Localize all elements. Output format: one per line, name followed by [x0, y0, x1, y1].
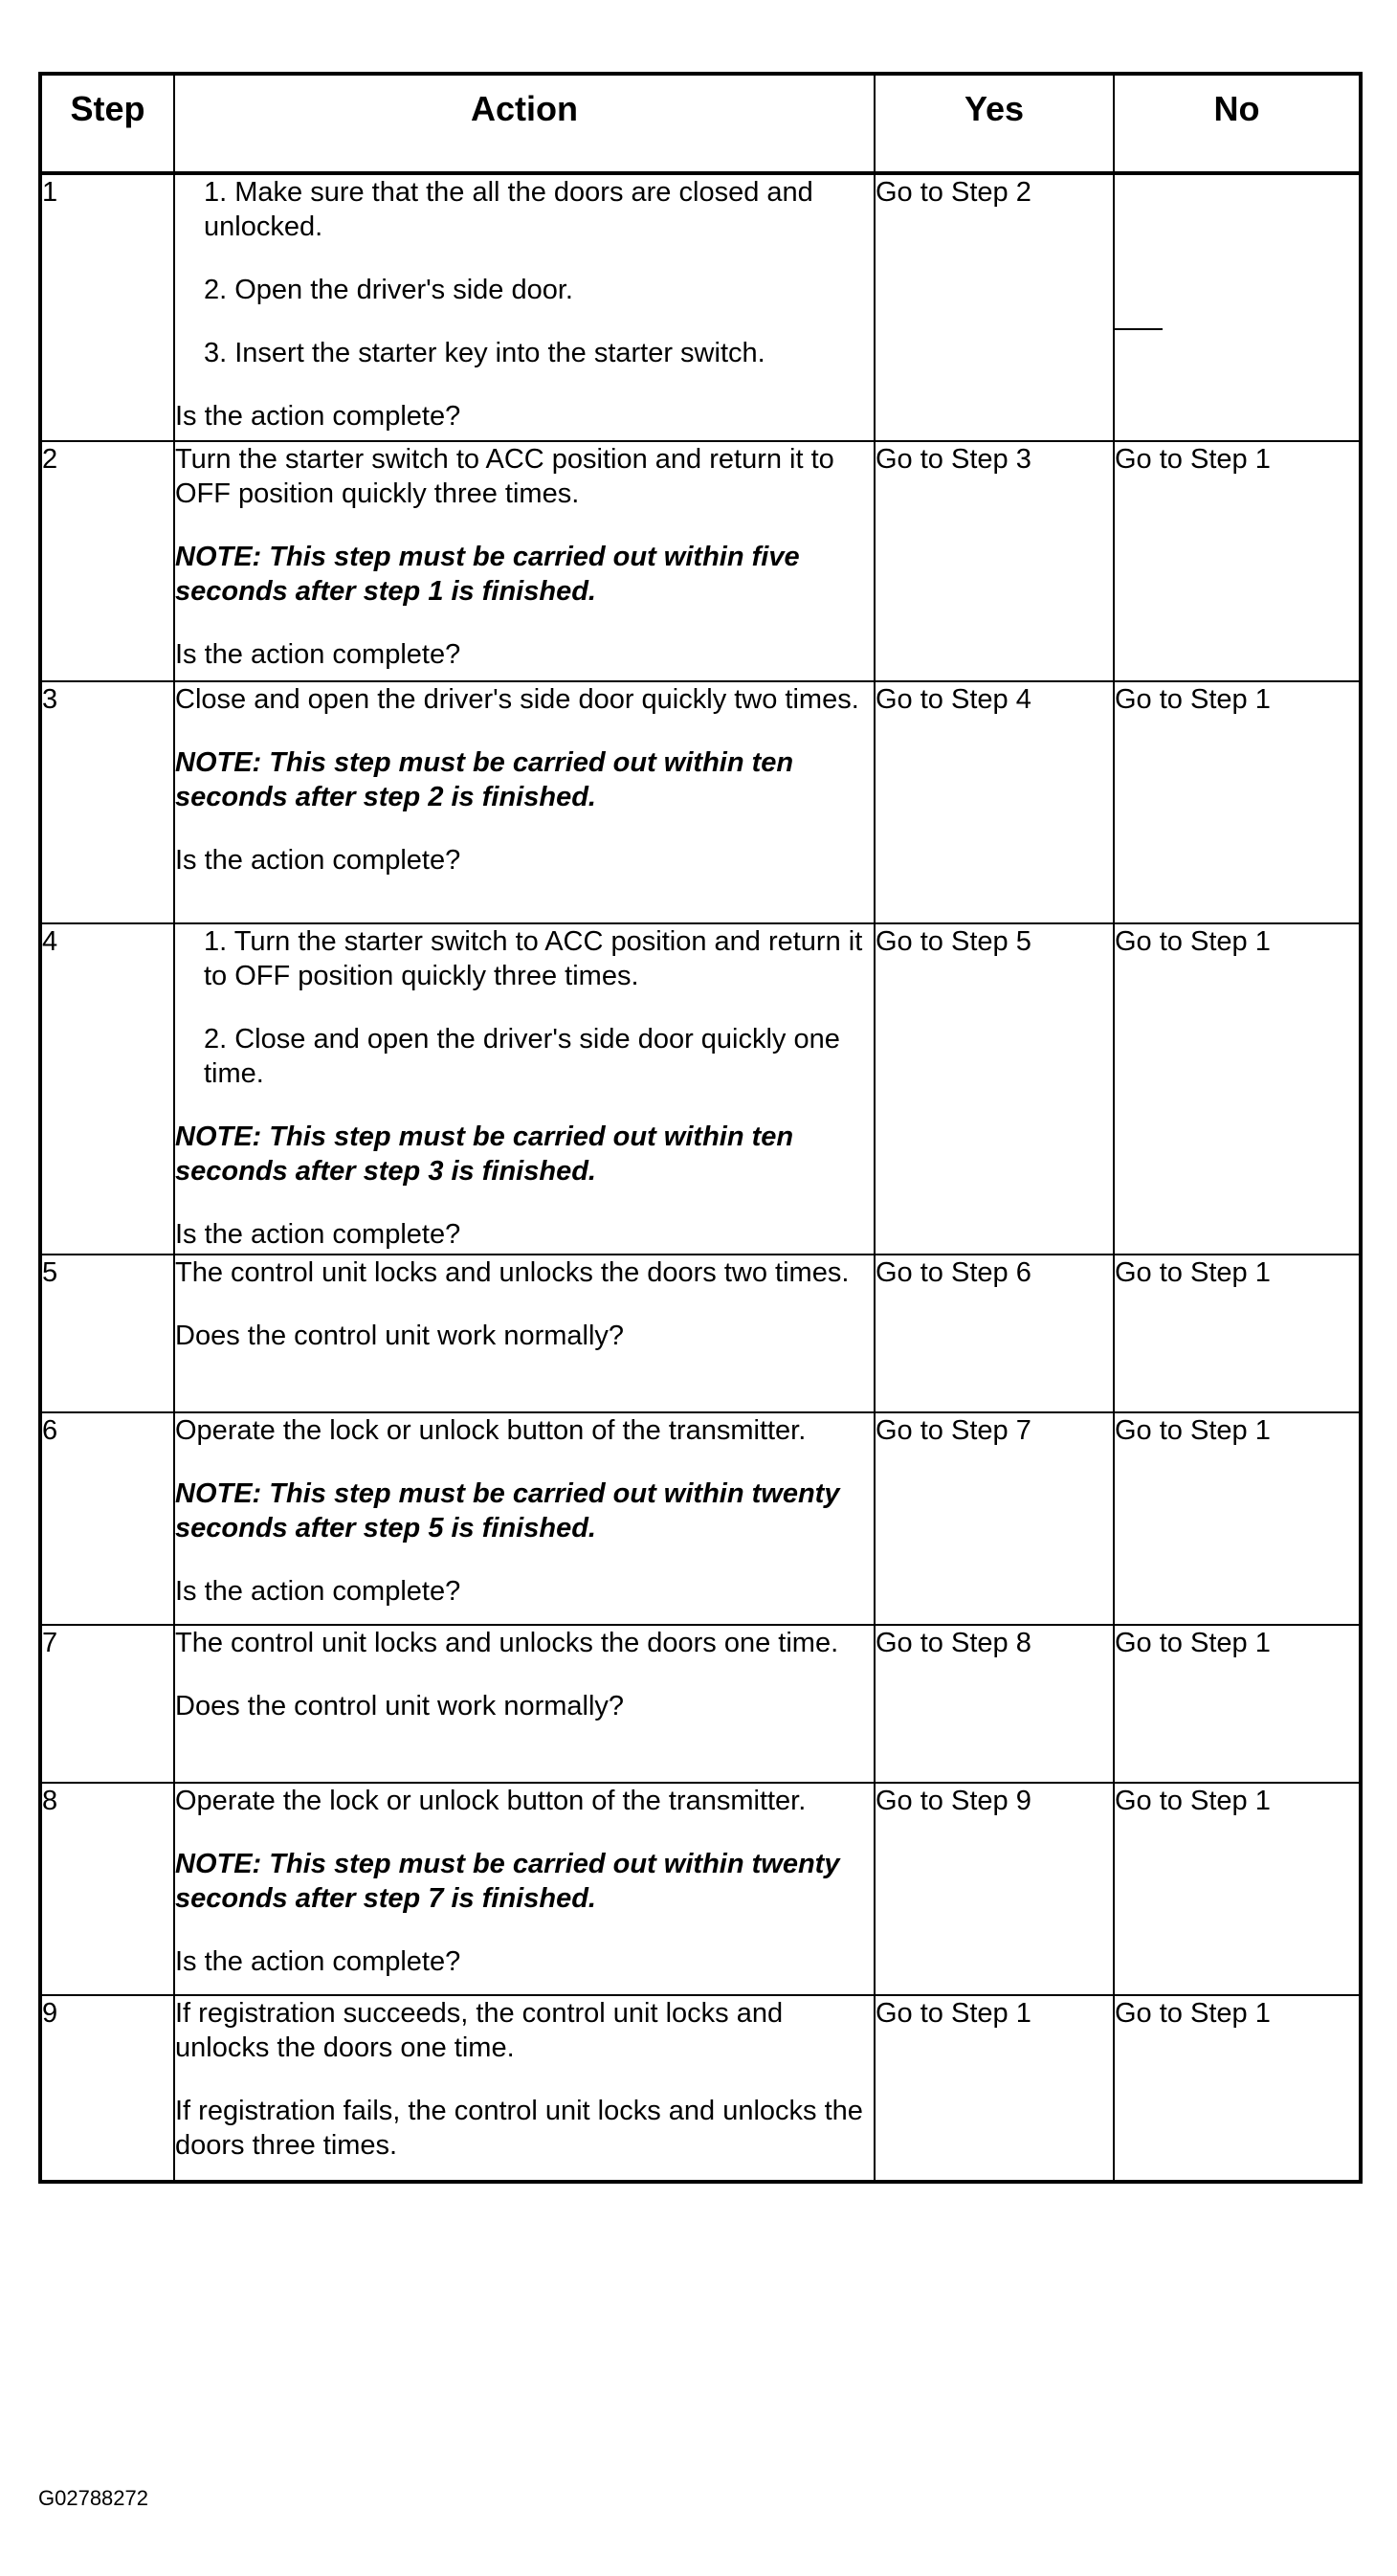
action-text: If registration succeeds, the control unit locks and unlocks the doors one time. [175, 1998, 784, 2063]
table-row [40, 1412, 1361, 1625]
note-text: NOTE: This step must be carried out within ten seconds after step 2 is finished. [175, 747, 794, 812]
table-row [40, 173, 1361, 441]
action-cell [174, 1255, 875, 1412]
no-result: Go to Step 1 [1114, 923, 1361, 1255]
no-result: Go to Step 1 [1114, 1412, 1361, 1625]
action-cell [174, 441, 875, 681]
note-text: NOTE: This step must be carried out within twenty seconds after step 7 is finished. [175, 1849, 840, 1914]
header-step: Step [40, 74, 174, 173]
step-number: 7 [40, 1625, 174, 1783]
action-text: Is the action complete? [175, 639, 461, 670]
table-row [40, 1995, 1361, 2182]
table-row [40, 1625, 1361, 1783]
no-result: Go to Step 1 [1114, 1995, 1361, 2182]
action-text: Is the action complete? [175, 845, 461, 876]
procedure-table [38, 72, 1363, 2184]
no-result: Go to Step 1 [1114, 681, 1361, 923]
action-text: 1. Make sure that the all the doors are closed and unlocked. [204, 177, 813, 242]
action-text: 1. Turn the starter switch to ACC position and return it to OFF position quickly three times. [204, 926, 863, 991]
note-text: NOTE: This step must be carried out within twenty seconds after step 5 is finished. [175, 1478, 840, 1543]
action-cell [174, 923, 875, 1255]
yes-result: Go to Step 7 [875, 1412, 1114, 1625]
action-text: Turn the starter switch to ACC position and return it to OFF position quickly three times. [175, 444, 834, 509]
step-number: 5 [40, 1255, 174, 1412]
step-number: 4 [40, 923, 174, 1255]
table-header [40, 74, 1361, 173]
action-text: Does the control unit work normally? [175, 1691, 625, 1721]
step-number: 8 [40, 1783, 174, 1995]
action-text: The control unit locks and unlocks the doors two times. [175, 1257, 850, 1288]
dash-line [1115, 328, 1163, 330]
table-body [40, 173, 1361, 2182]
yes-result: Go to Step 8 [875, 1625, 1114, 1783]
table-row [40, 923, 1361, 1255]
table-row [40, 1783, 1361, 1995]
action-text: 2. Close and open the driver's side door quickly one time. [204, 1024, 840, 1089]
table-row [40, 681, 1361, 923]
yes-result: Go to Step 4 [875, 681, 1114, 923]
action-text: 2. Open the driver's side door. [204, 275, 573, 305]
note-text: NOTE: This step must be carried out within ten seconds after step 3 is finished. [175, 1121, 794, 1187]
action-text: Is the action complete? [175, 1219, 461, 1250]
table-row [40, 441, 1361, 681]
header-no: No [1114, 74, 1361, 173]
note-text: NOTE: This step must be carried out within five seconds after step 1 is finished. [175, 542, 800, 607]
no-result: Go to Step 1 [1114, 1625, 1361, 1783]
no-result: Go to Step 1 [1114, 1255, 1361, 1412]
table-row [40, 1255, 1361, 1412]
step-number: 2 [40, 441, 174, 681]
yes-result: Go to Step 3 [875, 441, 1114, 681]
header-yes: Yes [875, 74, 1114, 173]
action-text: Operate the lock or unlock button of the transmitter. [175, 1415, 807, 1446]
action-text: Is the action complete? [175, 1946, 461, 1977]
action-text: Is the action complete? [175, 1576, 461, 1607]
action-text: If registration fails, the control unit locks and unlocks the doors three times. [175, 2096, 863, 2161]
step-number: 1 [40, 173, 174, 441]
no-result-empty [1114, 173, 1361, 441]
action-cell [174, 173, 875, 441]
action-text: Close and open the driver's side door quickly two times. [175, 684, 859, 715]
no-result: Go to Step 1 [1114, 441, 1361, 681]
action-text: Does the control unit work normally? [175, 1321, 625, 1351]
yes-result: Go to Step 6 [875, 1255, 1114, 1412]
yes-result: Go to Step 1 [875, 1995, 1114, 2182]
step-number: 3 [40, 681, 174, 923]
step-number: 9 [40, 1995, 174, 2182]
action-text: The control unit locks and unlocks the doors one time. [175, 1628, 839, 1658]
action-text: 3. Insert the starter key into the starter switch. [204, 338, 765, 368]
yes-result: Go to Step 5 [875, 923, 1114, 1255]
step-number: 6 [40, 1412, 174, 1625]
action-cell [174, 1412, 875, 1625]
action-cell [174, 1995, 875, 2182]
yes-result: Go to Step 2 [875, 173, 1114, 441]
procedure-document [38, 72, 1359, 2184]
figure-id: G02788272 [38, 2486, 148, 2510]
action-cell [174, 681, 875, 923]
action-text: Is the action complete? [175, 401, 461, 432]
action-cell [174, 1783, 875, 1995]
yes-result: Go to Step 9 [875, 1783, 1114, 1995]
header-row [40, 74, 1361, 173]
no-result: Go to Step 1 [1114, 1783, 1361, 1995]
header-action: Action [174, 74, 875, 173]
action-cell [174, 1625, 875, 1783]
action-text: Operate the lock or unlock button of the transmitter. [175, 1786, 807, 1816]
